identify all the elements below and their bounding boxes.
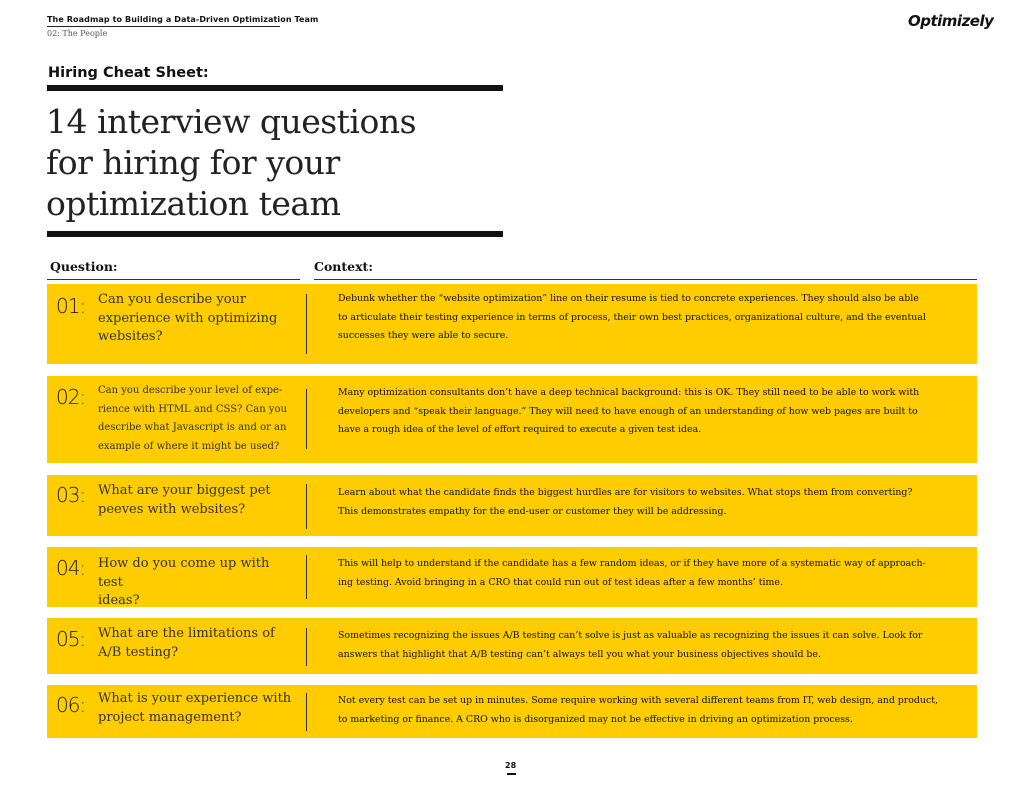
question-card-02 <box>47 376 977 463</box>
question-line: ideas? <box>98 593 140 608</box>
context-text <box>338 555 953 592</box>
question-column-rule <box>47 279 300 280</box>
headline <box>46 101 486 224</box>
headline-bottom-rule <box>47 231 503 237</box>
card-divider <box>306 693 307 731</box>
page-number-underline <box>507 773 516 775</box>
question-column-header: Question: <box>50 259 118 274</box>
question-line: What are your biggest pet <box>98 483 271 498</box>
question-number: 06: <box>56 693 86 717</box>
question-number: 02: <box>56 385 86 409</box>
context-line: answers that highlight that A/B testing can’t always tell you what your business objectives should be. <box>338 648 821 660</box>
context-text <box>338 484 953 521</box>
cheat-sheet-label: Hiring Cheat Sheet: <box>48 65 209 81</box>
question-number: 05: <box>56 627 86 651</box>
headline-line: optimization team <box>46 184 341 223</box>
headline-line: for hiring for your <box>46 143 340 182</box>
optimizely-logo: Optimizely <box>908 12 994 30</box>
card-divider <box>306 628 307 666</box>
question-card-06 <box>47 685 977 738</box>
question-line: experience with optimizing <box>98 310 278 326</box>
question-text <box>98 382 298 456</box>
card-divider <box>306 389 307 449</box>
question-line: rience with HTML and CSS? Can you <box>98 403 287 415</box>
context-line: successes they were able to secure. <box>338 330 509 341</box>
card-divider <box>306 484 307 529</box>
question-line: project management? <box>98 709 242 725</box>
context-text <box>338 384 953 440</box>
page-number: 28 <box>505 761 517 770</box>
question-text <box>98 555 298 611</box>
context-line: to articulate their testing experience in terms of process, their own best practices, organizational culture, and the eventual <box>338 311 926 323</box>
context-line: Many optimization consultants don’t have a deep technical background: this is OK. They still need to be able to work with <box>338 387 920 398</box>
context-line: have a rough idea of the level of effort required to execute a given test idea. <box>338 424 702 435</box>
headline-top-rule <box>47 85 503 91</box>
question-line: Can you describe your <box>98 292 247 307</box>
context-line: ing testing. Avoid bringing in a CRO that could run out of test ideas after a few months’ time. <box>338 576 783 588</box>
question-line: describe what Javascript is and or an <box>98 422 287 433</box>
context-line: Debunk whether the “website optimization” line on their resume is tied to concrete experiences. They should also be able <box>338 293 919 304</box>
question-text <box>98 482 298 519</box>
question-number: 01: <box>56 294 86 318</box>
question-line: A/B testing? <box>98 644 179 660</box>
question-card-05 <box>47 618 977 674</box>
question-card-04 <box>47 547 977 607</box>
context-line: This demonstrates empathy for the end-user or customer they will be addressing. <box>338 505 727 517</box>
question-number: 04: <box>56 556 86 580</box>
question-line: How do you come up with test <box>98 556 270 590</box>
context-line: developers and “speak their language.” They will need to have enough of an understanding of how web pages are built to <box>338 405 918 417</box>
question-line: Can you describe your level of expe- <box>98 385 283 396</box>
context-line: Learn about what the candidate finds the biggest hurdles are for visitors to websites. What stops them from converting? <box>338 487 913 498</box>
card-divider <box>306 294 307 354</box>
question-line: What are the limitations of <box>98 626 275 641</box>
question-number: 03: <box>56 483 86 507</box>
context-line: Sometimes recognizing the issues A/B testing can’t solve is just as valuable as recognizing the issues it can solve. Look for <box>338 630 923 641</box>
context-text <box>338 290 953 346</box>
question-text <box>98 625 298 662</box>
context-line: Not every test can be set up in minutes. Some require working with several different teams from IT, web design, and product, <box>338 695 938 706</box>
document-title: The Roadmap to Building a Data-Driven Optimization Team <box>47 15 319 24</box>
headline-line: 14 interview questions <box>46 102 417 141</box>
document-title-underline <box>47 26 280 27</box>
context-line: to marketing or finance. A CRO who is disorganized may not be effective in driving an optimization process. <box>338 713 853 725</box>
question-text <box>98 291 298 347</box>
context-column-rule <box>314 279 977 280</box>
section-label: 02: The People <box>47 29 108 38</box>
question-text <box>98 690 298 727</box>
context-text <box>338 692 953 729</box>
question-line: What is your experience with <box>98 691 292 706</box>
question-line: peeves with websites? <box>98 501 246 517</box>
question-card-03 <box>47 475 977 536</box>
context-line: This will help to understand if the candidate has a few random ideas, or if they have more of a systematic way of approach- <box>338 558 926 569</box>
question-line: websites? <box>98 329 163 344</box>
context-column-header: Context: <box>314 259 373 274</box>
context-text <box>338 627 953 664</box>
question-line: example of where it might be used? <box>98 440 280 452</box>
question-card-01 <box>47 284 977 364</box>
card-divider <box>306 555 307 599</box>
